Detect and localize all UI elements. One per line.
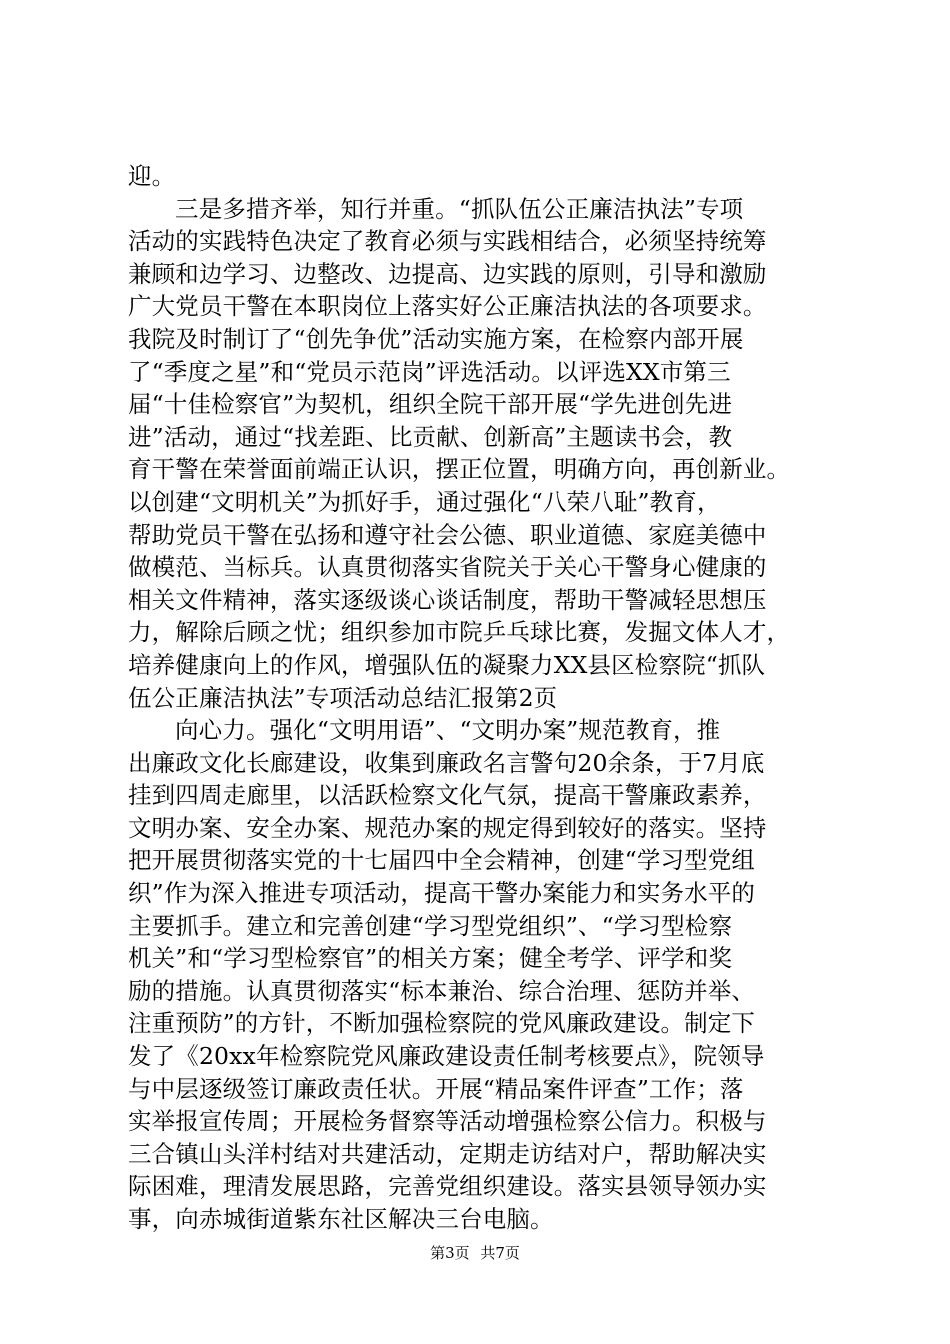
page-number: 第3页 [430, 1244, 470, 1262]
text-line: 挂到四周走廊里，以活跃检察文化气氛，提高干警廉政素养， [128, 781, 767, 810]
text-line: 兼顾和边学习、边整改、边提高、边实践的原则，引导和激励 [128, 259, 767, 288]
text-line: 机关”和“学习型检察官”的相关方案；健全考学、评学和奖 [128, 944, 733, 973]
text-line: 向心力。强化“文明用语”、“文明办案”规范教育，推 [175, 716, 721, 745]
text-line: 把开展贯彻落实党的十七届四中全会精神，创建“学习型党组 [128, 846, 756, 875]
document-body [128, 160, 833, 1236]
page-footer [0, 1243, 950, 1263]
text-line: 相关文件精神，落实逐级谈心谈话制度，帮助干警减轻思想压 [128, 585, 767, 614]
text-line: 出廉政文化长廊建设，收集到廉政名言警句20余条，于7月底 [128, 748, 765, 777]
text-line: 伍公正廉洁执法”专项活动总结汇报第2页 [128, 683, 558, 712]
text-line: 活动的实践特色决定了教育必须与实践相结合，必须坚持统筹 [128, 227, 767, 256]
text-line: 与中层逐级签订廉政责任状。开展“精品案件评查”工作；落 [128, 1074, 744, 1103]
text-line: 了“季度之星”和“党员示范岗”评选活动。以评选XX市第三 [128, 357, 731, 386]
text-line: 注重预防”的方针，不断加强检察院的党风廉政建设。制定下 [128, 1009, 756, 1038]
text-line: 帮助党员干警在弘扬和遵守社会公德、职业道德、家庭美德中 [128, 520, 767, 549]
text-line: 文明办案、安全办案、规范办案的规定得到较好的落实。坚持 [128, 813, 767, 842]
text-line: 以创建“文明机关”为抓好手，通过强化“八荣八耻”教育， [128, 487, 721, 516]
text-line: 际困难，理清发展思路，完善党组织建设。落实县领导领办实 [128, 1172, 767, 1201]
text-line: 力，解除后顾之忧；组织参加市院乒乓球比赛，发掘文体人才， [128, 618, 791, 647]
text-line: 迎。 [128, 162, 176, 190]
text-line: 培养健康向上的作风，增强队伍的凝聚力XX县区检察院“抓队 [128, 650, 766, 679]
text-line: 励的措施。认真贯彻落实“标本兼治、综合治理、惩防并举、 [128, 976, 756, 1005]
text-line: 我院及时制订了“创先争优”活动实施方案，在检察内部开展 [128, 324, 744, 353]
text-line: 实举报宣传周；开展检务督察等活动增强检察公信力。积极与 [128, 1107, 767, 1136]
text-line: 织”作为深入推进专项活动，提高干警办案能力和实务水平的 [128, 879, 756, 908]
text-line: 做模范、当标兵。认真贯彻落实省院关于关心干警身心健康的 [128, 553, 767, 582]
text-line: 三合镇山头洋村结对共建活动，定期走访结对户，帮助解决实 [128, 1139, 767, 1168]
page-total: 共7页 [480, 1244, 520, 1262]
text-line: 届“十佳检察官”为契机，组织全院干部开展“学先进创先进 [128, 390, 733, 419]
text-line: 进”活动，通过“找差距、比贡献、创新高”主题读书会，教 [128, 422, 733, 451]
text-line: 发了《20xx年检察院党风廉政建设责任制考核要点》，院领导 [128, 1042, 765, 1071]
text-line: 育干警在荣誉面前端正认识，摆正位置，明确方向，再创新业。 [128, 455, 791, 484]
text-line: 三是多措齐举，知行并重。“抓队伍公正廉洁执法”专项 [175, 194, 744, 223]
text-line: 广大党员干警在本职岗位上落实好公正廉洁执法的各项要求。 [128, 292, 767, 321]
text-line: 主要抓手。建立和完善创建“学习型党组织”、“学习型检察 [128, 911, 733, 940]
text-line: 事，向赤城街道紫东社区解决三台电脑。 [128, 1205, 554, 1233]
